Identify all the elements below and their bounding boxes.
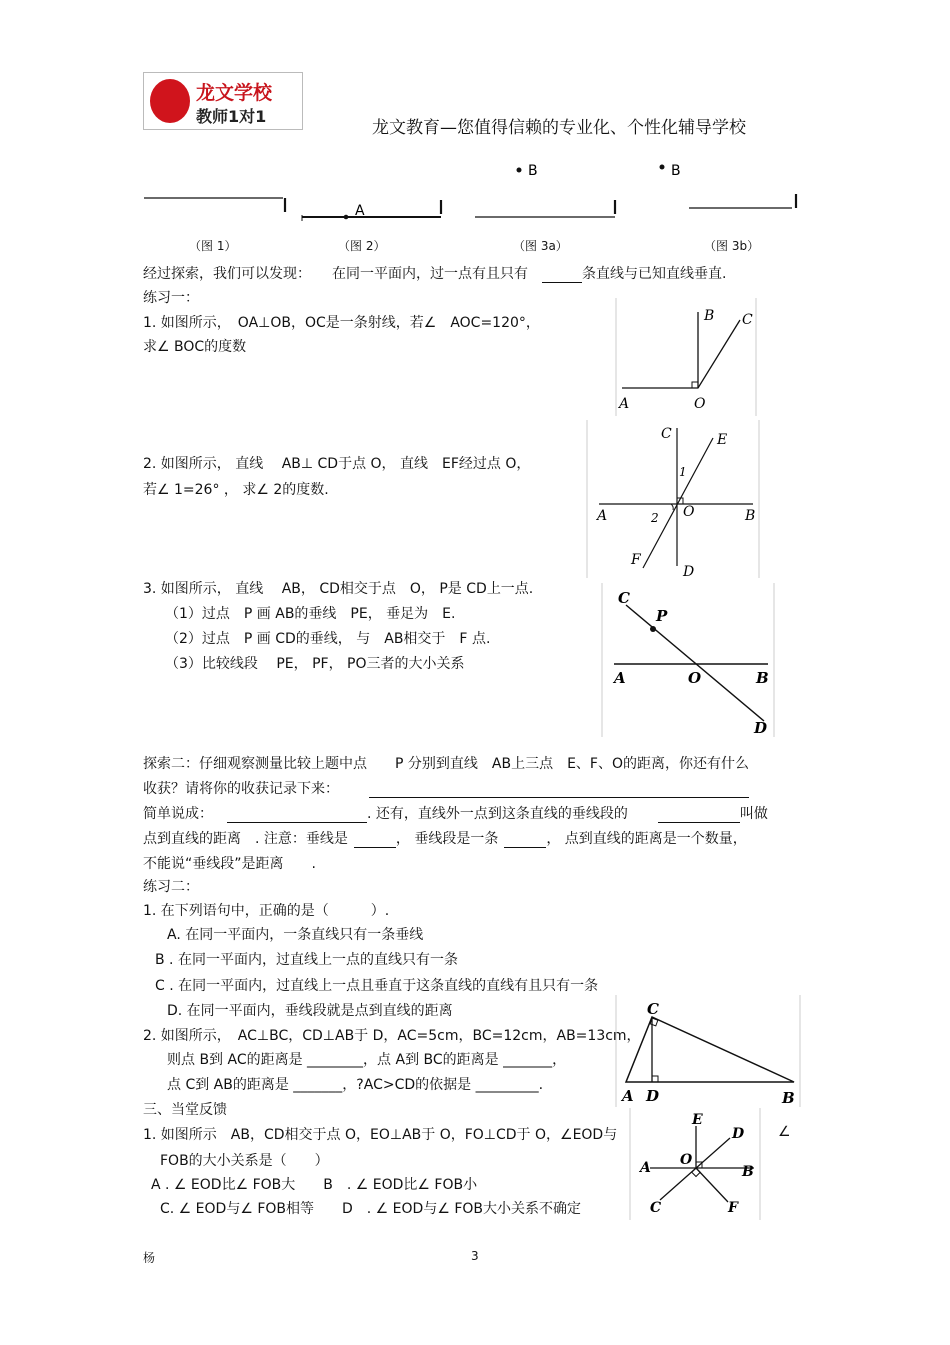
simple-text-a: 简单说成：	[143, 806, 213, 822]
q3-label-C: C	[618, 589, 630, 607]
header-motto: 龙文教育—您值得信赖的专业化、个性化辅导学校	[372, 118, 746, 138]
exercise2-title: 练习二：	[143, 879, 199, 895]
simple-text-c: 叫做	[739, 806, 768, 822]
fig3a-label: B	[528, 163, 538, 179]
ex2-q1: 1. 在下列语句中，正确的是（ ）.	[143, 903, 390, 919]
q3-line4: （3）比较线段 PE， PF， PO三者的大小关系	[165, 656, 465, 672]
ex2-figure	[614, 995, 802, 1107]
caption-fig3b: （图 3b）	[704, 239, 760, 253]
explore2-line1: 探索二：仔细观察测量比较上题中点 P 分别到直线 AB上三点 E、F、O的距离，你还有什么	[143, 756, 749, 772]
q1-label-B: B	[704, 308, 715, 324]
caption-fig1: （图 1）	[189, 239, 237, 253]
q2-label-2: 2	[651, 511, 659, 525]
logo-text-top: 龙文学校	[196, 82, 273, 104]
q1-label-A: A	[619, 396, 630, 412]
simple-blank-1	[227, 808, 367, 823]
q2-figure	[585, 420, 761, 578]
fb-q1-line2: FOB的大小关系是（ ）	[160, 1153, 329, 1169]
explore2-text: 收获？请将你的收获记录下来：	[143, 781, 339, 797]
fb-label-E: E	[692, 1112, 703, 1128]
q2-label-C: C	[661, 426, 672, 442]
simple-text-b: . 还有，直线外一点到这条直线的垂线段的	[367, 806, 628, 822]
figure-3a	[475, 163, 615, 217]
distance-blank-1	[354, 833, 396, 848]
discovery-line	[143, 263, 726, 283]
ex2-option-d: D. 在同一平面内，垂线段就是点到直线的距离	[167, 1003, 453, 1019]
caption-fig2: （图 2）	[338, 239, 386, 253]
discovery-end: 条直线与已知直线垂直.	[582, 266, 727, 282]
q3-label-O: O	[688, 669, 702, 687]
top-figures	[140, 155, 820, 235]
footer-name: 杨	[143, 1251, 156, 1265]
fb-label-B: B	[742, 1164, 754, 1180]
q3-line3: （2）过点 P 画 CD的垂线， 与 AB相交于 F 点.	[165, 631, 491, 647]
discovery-text: 经过探索，我们可以发现： 在同一平面内，过一点有且只有	[143, 266, 542, 282]
distance-line2: 不能说“垂线段”是距离 .	[143, 856, 316, 872]
ex2-q2-line1: 2. 如图所示， AC⊥BC，CD⊥AB于 D，AC=5cm，BC=12cm，AB=13cm，	[143, 1028, 641, 1044]
ex2-label-D: D	[646, 1087, 660, 1105]
distance-text-b: ， 垂线段是一条	[395, 831, 499, 847]
fb-options-cd: C. ∠ EOD与∠ FOB相等 D . ∠ EOD与∠ FOB大小关系不确定	[160, 1201, 582, 1217]
explore2-line2	[143, 778, 749, 798]
simple-blank-2	[658, 808, 740, 823]
q2-label-E: E	[717, 432, 728, 448]
fb-figure	[628, 1108, 762, 1220]
ex2-label-B: B	[782, 1089, 795, 1107]
fig3b-label: B	[671, 163, 681, 179]
distance-blank-2	[504, 833, 546, 848]
fb-label-O: O	[680, 1152, 693, 1168]
q2-label-1: 1	[679, 465, 687, 479]
q3-line2: （1）过点 P 画 AB的垂线 PE， 垂足为 E.	[165, 606, 456, 622]
fb-options-ab: A . ∠ EOD比∠ FOB大 B . ∠ EOD比∠ FOB小	[151, 1177, 478, 1193]
page-number: 3	[471, 1249, 479, 1263]
explore2-blank	[369, 783, 749, 798]
fig2-label: A	[355, 203, 365, 219]
q3-line1: 3. 如图所示， 直线 AB， CD相交于点 O， P是 CD上一点.	[143, 581, 534, 597]
ex2-q2-line3: 点 C到 AB的距离是 _______，?AC>CD的依据是 _________.	[167, 1077, 544, 1093]
fb-q1-angle: ∠	[778, 1124, 791, 1140]
q2-label-D: D	[683, 564, 695, 578]
simple-line	[143, 803, 768, 823]
q2-line2: 若∠ 1=26° ， 求∠ 2的度数.	[143, 482, 329, 498]
ex2-label-C: C	[647, 1000, 659, 1018]
q1-label-O: O	[694, 396, 706, 412]
figure-1	[144, 198, 285, 212]
q3-label-P: P	[656, 607, 668, 625]
ex2-label-A: A	[622, 1087, 634, 1105]
distance-text-a: 点到直线的距离 . 注意：垂线是	[143, 831, 348, 847]
fb-label-D: D	[732, 1126, 745, 1142]
logo-mark-icon	[150, 79, 190, 123]
distance-line	[143, 828, 747, 848]
q2-label-B: B	[745, 508, 756, 524]
feedback-title: 三、当堂反馈	[143, 1102, 227, 1118]
q3-label-B: B	[756, 669, 769, 687]
q2-label-O: O	[683, 504, 695, 520]
q3-figure	[600, 583, 776, 737]
ex2-option-a: A. 在同一平面内，一条直线只有一条垂线	[167, 927, 424, 943]
q1-figure	[614, 298, 758, 416]
ex2-q2-line2: 则点 B到 AC的距离是 ________，点 A到 BC的距离是 _______，	[167, 1052, 567, 1068]
q1-line1: 1. 如图所示， OA⊥OB，OC是一条射线，若∠ AOC=120°，	[143, 315, 540, 331]
fb-q1-line1: 1. 如图所示 AB，CD相交于点 O，EO⊥AB于 O，FO⊥CD于 O，∠EOD与	[143, 1127, 618, 1143]
figure-2	[302, 200, 441, 221]
logo-text-bottom: 教师1对1	[196, 107, 267, 126]
q1-line2: 求∠ BOC的度数	[143, 339, 247, 355]
fb-label-C: C	[650, 1200, 662, 1216]
q1-label-C: C	[742, 312, 753, 328]
distance-text-c: ， 点到直线的距离是一个数量，	[546, 831, 747, 847]
ex2-option-b: B . 在同一平面内，过直线上一点的直线只有一条	[155, 952, 458, 968]
exercise1-title: 练习一：	[143, 290, 199, 306]
figure-3b	[660, 163, 797, 208]
q2-label-F: F	[631, 552, 641, 568]
q2-line1: 2. 如图所示， 直线 AB⊥ CD于点 O， 直线 EF经过点 O，	[143, 456, 531, 472]
q2-label-A: A	[597, 508, 608, 524]
ex2-option-c: C . 在同一平面内，过直线上一点且垂直于这条直线的直线有且只有一条	[155, 978, 599, 994]
q3-label-D: D	[754, 719, 768, 737]
fb-label-A: A	[640, 1160, 651, 1176]
caption-fig3a: （图 3a）	[513, 239, 568, 253]
discovery-blank	[542, 268, 582, 283]
school-logo	[143, 72, 303, 130]
fb-label-F: F	[728, 1200, 738, 1216]
q3-label-A: A	[614, 669, 626, 687]
